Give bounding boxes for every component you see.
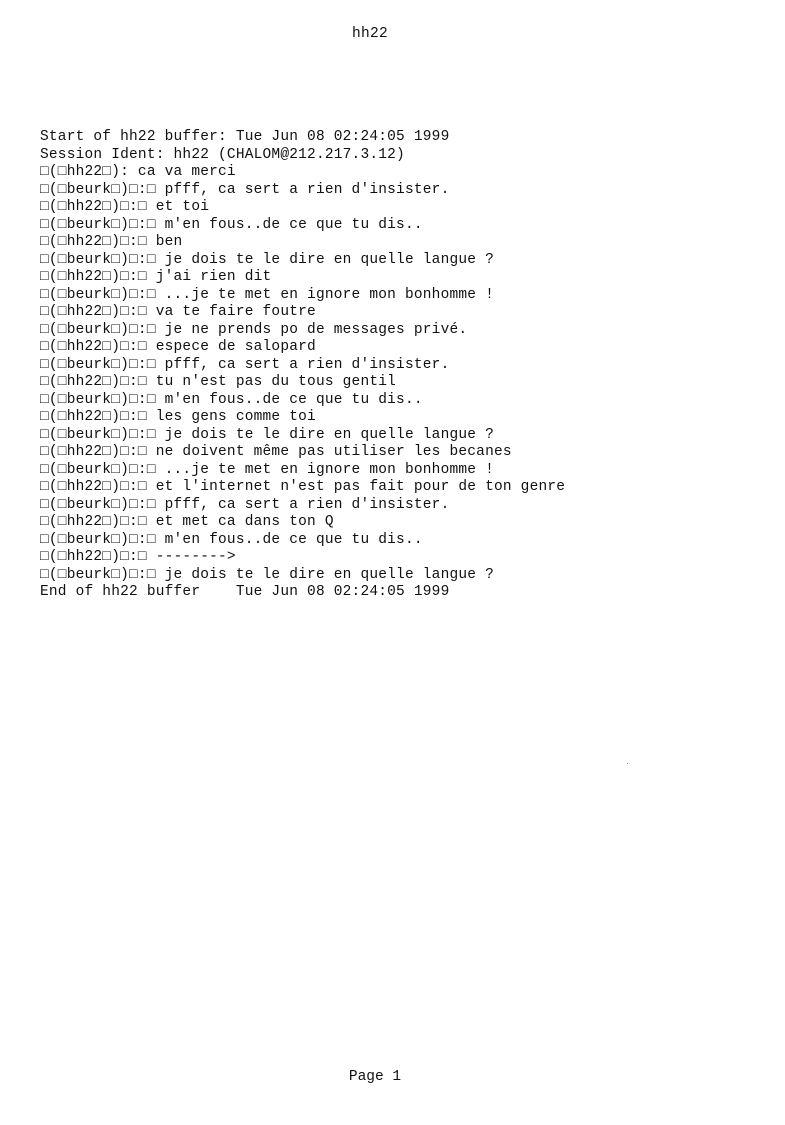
chat-message-line: □(□hh22□)□:□ tu n'est pas du tous gentil <box>40 374 397 390</box>
log-end-line: End of hh22 buffer Tue Jun 08 02:24:05 1999 <box>40 584 450 600</box>
log-start-line: Start of hh22 buffer: Tue Jun 08 02:24:05 1999 <box>40 129 450 145</box>
chat-message-line: □(□hh22□)□:□ --------> <box>40 549 236 565</box>
session-ident-line: Session Ident: hh22 (CHALOM@212.217.3.12) <box>40 146 405 163</box>
chat-message-line: □(□beurk□)□:□ ...je te met en ignore mon bonhomme ! <box>40 461 494 478</box>
chat-log <box>40 129 770 602</box>
chat-message-line: □(□beurk□)□:□ pfff, ca sert a rien d'insister. <box>40 181 450 198</box>
chat-message-line: □(□hh22□)□:□ espece de salopard <box>40 339 316 355</box>
chat-message-line: □(□hh22□)□:□ les gens comme toi <box>40 409 316 425</box>
chat-message-line: □(□hh22□)□:□ ben <box>40 234 183 250</box>
page-number: Page 1 <box>348 1069 402 1085</box>
chat-message-line: □(□beurk□)□:□ pfff, ca sert a rien d'insister. <box>40 496 450 513</box>
chat-message-line: □(□hh22□)□:□ et l'internet n'est pas fait pour de ton genre <box>40 479 566 495</box>
chat-message-line: □(□hh22□)□:□ ne doivent même pas utiliser les becanes <box>40 444 512 460</box>
chat-message-line: □(□beurk□)□:□ pfff, ca sert a rien d'insister. <box>40 356 450 373</box>
chat-message-line: □(□hh22□)□:□ et toi <box>40 199 210 215</box>
chat-message-line: □(□beurk□)□:□ je dois te le dire en quelle langue ? <box>40 566 494 583</box>
chat-message-line: □(□beurk□)□:□ je dois te le dire en quelle langue ? <box>40 251 494 268</box>
chat-message-line: □(□beurk□)□:□ m'en fous..de ce que tu dis.. <box>40 216 423 233</box>
chat-message-line: □(□hh22□)□:□ j'ai rien dit <box>40 269 272 285</box>
chat-message-line: □(□hh22□): ca va merci <box>40 164 236 180</box>
chat-message-line: □(□beurk□)□:□ ...je te met en ignore mon bonhomme ! <box>40 286 494 303</box>
scan-speck <box>627 763 628 764</box>
page-title: hh22 <box>351 26 388 42</box>
chat-message-line: □(□hh22□)□:□ et met ca dans ton Q <box>40 514 334 530</box>
chat-message-line: □(□beurk□)□:□ m'en fous..de ce que tu dis.. <box>40 391 423 408</box>
chat-message-line: □(□beurk□)□:□ je dois te le dire en quelle langue ? <box>40 426 494 443</box>
chat-message-line: □(□hh22□)□:□ va te faire foutre <box>40 304 316 320</box>
chat-message-line: □(□beurk□)□:□ m'en fous..de ce que tu dis.. <box>40 531 423 548</box>
chat-message-line: □(□beurk□)□:□ je ne prends po de messages privé. <box>40 321 468 338</box>
